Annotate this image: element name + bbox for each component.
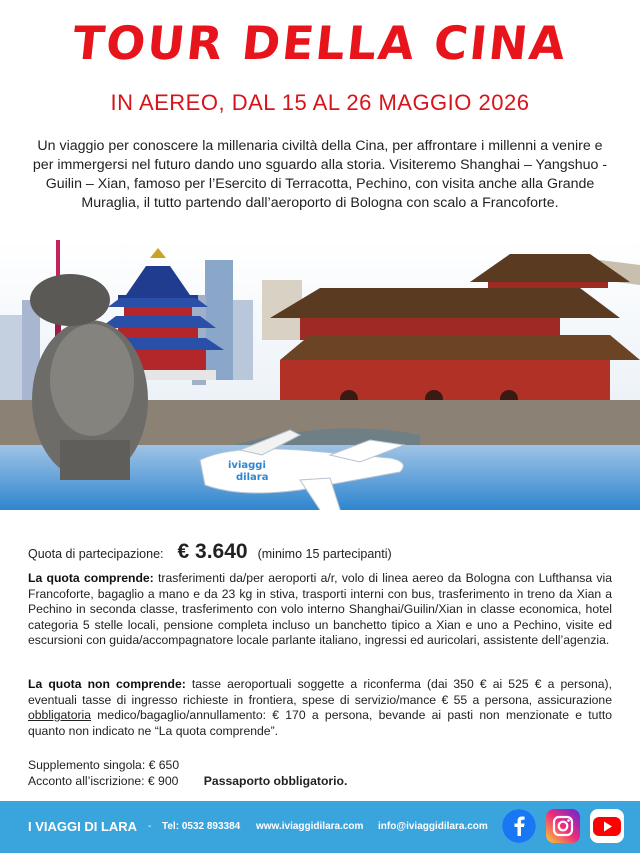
page-title: TOUR DELLA CINA [70, 16, 570, 70]
footer-website[interactable]: www.iviaggidilara.com [256, 821, 364, 832]
footer-phone[interactable]: Tel: 0532 893384 [162, 821, 241, 832]
includes-label: La quota comprende: [28, 571, 154, 585]
facebook-icon[interactable] [502, 809, 536, 843]
price-label: Quota di partecipazione: [28, 547, 164, 561]
includes-text: trasferimenti da/per aeroporti a/r, volo di linea aereo da Bologna con Lufthansa via Francoforte, bagaglio a mano e da 23 kg in stiva, trasporti interni con bus, trasferimento in treno da Xian a Pechino in seconda classe, trasferimento con volo interno Shanghai/Guilin/Xian in classe economica, hotel categoria 5 stelle locali, pensione completa incluso un banchetto tipico a Xian e uno a Pechino, visite ed escursioni con guida/accompagnatore locale parlante italiano, ingressi ed auricolari, assistente dell’agenzia. [28, 571, 612, 648]
single-supplement: Supplemento singola: € 650 [28, 758, 180, 772]
excludes-underlined: obbligatoria [28, 708, 92, 723]
footer-email[interactable]: info@iviaggidilara.com [378, 821, 488, 832]
excludes-paragraph [28, 677, 612, 739]
footer-bar [0, 801, 640, 853]
deposit-row [28, 773, 347, 789]
intro-text: Un viaggio per conoscere la millenaria civiltà della Cina, per affrontare i millenni a venire e per immergersi nel futuro dando uno sguardo alla storia. Visiteremo Shanghai – Yangshuo - Guilin – Xian, famoso per l’Esercito di Terracotta, Pechino, con visita anche alla Grande Muraglia, il tutto partendo dall’aeroporto di Bologna con scalo a Francoforte. [32, 138, 608, 211]
plane-logo-line1: iviaggi [228, 460, 266, 471]
price-note: (minimo 15 partecipanti) [257, 547, 392, 561]
china-landmarks-illustration [0, 240, 640, 510]
youtube-icon[interactable] [590, 809, 624, 843]
excludes-text-before: tasse aeroportuali soggette a riconferma (dai 350 € ai 525 € a persona), eventuali tasse di ingresso richieste in frontiera, spese di servizio/mance € 55 a persona, assicurazione [28, 677, 612, 707]
includes-paragraph [28, 571, 612, 649]
price-amount: € 3.640 [177, 540, 248, 563]
footer-brand: I VIAGGI DI LARA [28, 819, 138, 834]
excludes-text-after: medico/bagaglio/annullamento: € 170 a persona, bevande ai pasti non menzionate e tutto quanto non indicato ne “La quota comprende”. [28, 708, 612, 738]
price-line [28, 540, 392, 564]
hero-collage [0, 240, 640, 510]
tour-dates: IN AEREO, DAL 15 AL 26 MAGGIO 2026 [110, 90, 530, 115]
instagram-icon[interactable] [546, 809, 580, 843]
passport-note: Passaporto obbligatorio. [203, 774, 348, 788]
plane-logo-line2: dilara [236, 472, 269, 483]
footer-separator: - [148, 821, 152, 832]
excludes-label: La quota non comprende: [28, 677, 186, 691]
deposit-text: Acconto all’iscrizione: € 900 [28, 774, 179, 788]
